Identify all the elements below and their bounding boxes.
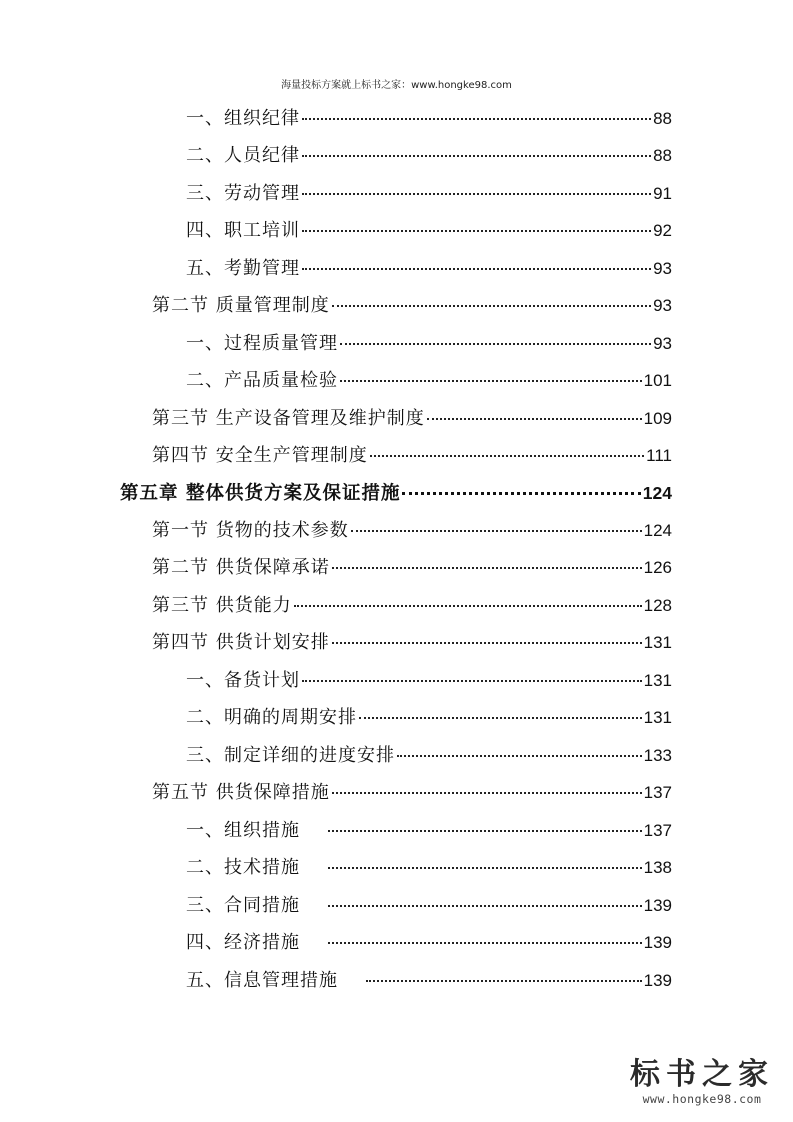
toc-entry[interactable] xyxy=(152,778,672,808)
toc-entry-page: 137 xyxy=(643,821,672,840)
toc-entry[interactable] xyxy=(152,404,672,434)
brand-logo xyxy=(627,1058,777,1106)
toc-entry[interactable] xyxy=(186,179,672,209)
toc-entry-title: 五、信息管理措施 xyxy=(186,970,338,991)
toc-entry[interactable] xyxy=(186,104,672,134)
toc-entry-title: 第五章 整体供货方案及保证措施 xyxy=(120,483,401,504)
toc-entry-title: 二、产品质量检验 xyxy=(186,370,338,391)
toc-entry[interactable] xyxy=(186,666,672,696)
toc-leader-dots xyxy=(302,154,651,157)
toc-entry-title: 第二节 质量管理制度 xyxy=(152,295,330,316)
toc-leader-dots xyxy=(328,941,642,944)
toc-entry-title: 第五节 供货保障措施 xyxy=(152,782,330,803)
toc-entry-title: 三、劳动管理 xyxy=(186,183,300,204)
toc-entry-page: 124 xyxy=(642,483,672,503)
toc-entry-page: 93 xyxy=(653,296,672,315)
toc-leader-dots xyxy=(294,604,642,607)
toc-leader-dots xyxy=(302,117,651,120)
toc-entry-title: 四、职工培训 xyxy=(186,220,300,241)
toc-entry[interactable] xyxy=(186,741,672,771)
toc-entry-page: 92 xyxy=(653,221,672,240)
toc-entry-title: 五、考勤管理 xyxy=(186,258,300,279)
toc-entry-page: 139 xyxy=(643,933,672,952)
toc-entry[interactable] xyxy=(186,703,672,733)
toc-entry[interactable] xyxy=(152,441,672,471)
toc-leader-dots xyxy=(302,267,651,270)
toc-leader-dots xyxy=(340,342,651,345)
toc-entry[interactable] xyxy=(186,816,672,846)
toc-entry-page: 88 xyxy=(653,146,672,165)
toc-entry[interactable] xyxy=(186,141,672,171)
toc-leader-dots xyxy=(302,679,642,682)
toc-entry-page: 126 xyxy=(643,558,672,577)
toc-entry-page: 139 xyxy=(643,971,672,990)
toc-entry-page: 133 xyxy=(643,746,672,765)
toc-leader-dots xyxy=(332,566,642,569)
toc-leader-dots xyxy=(351,529,642,532)
toc-entry-title: 二、技术措施 xyxy=(186,857,300,878)
toc-entry[interactable] xyxy=(152,291,672,321)
toc-leader-dots xyxy=(328,829,642,832)
toc-leader-dots xyxy=(302,229,651,232)
toc-entry-page: 88 xyxy=(653,109,672,128)
toc-entry-title: 第四节 安全生产管理制度 xyxy=(152,445,368,466)
toc-entry-page: 111 xyxy=(646,446,672,465)
toc-entry[interactable] xyxy=(152,591,672,621)
page-header: 海量投标方案就上标书之家：www.hongke98.com xyxy=(281,80,512,91)
toc-entry-page: 101 xyxy=(643,371,672,390)
toc-leader-dots xyxy=(328,904,642,907)
toc-entry-page: 131 xyxy=(643,633,672,652)
toc-entry-title: 二、人员纪律 xyxy=(186,145,300,166)
toc-entry[interactable] xyxy=(152,516,672,546)
toc-leader-dots xyxy=(427,417,642,420)
toc-leader-dots xyxy=(366,979,642,982)
toc-leader-dots xyxy=(332,641,642,644)
toc-entry-page: 93 xyxy=(653,334,672,353)
toc-leader-dots xyxy=(332,791,642,794)
toc-entry-page: 131 xyxy=(643,708,672,727)
toc-entry-title: 第三节 生产设备管理及维护制度 xyxy=(152,408,425,429)
toc-entry-page: 131 xyxy=(643,671,672,690)
toc-entry[interactable] xyxy=(186,853,672,883)
toc-entry-title: 一、备货计划 xyxy=(186,670,300,691)
toc-entry-page: 138 xyxy=(643,858,672,877)
toc-entry-title: 四、经济措施 xyxy=(186,932,300,953)
toc-leader-dots xyxy=(340,379,642,382)
toc-entry-page: 128 xyxy=(643,596,672,615)
toc-entry-title: 三、制定详细的进度安排 xyxy=(186,745,395,766)
toc-entry[interactable] xyxy=(152,628,672,658)
toc-leader-dots xyxy=(328,866,642,869)
toc-entry-title: 第三节 供货能力 xyxy=(152,595,292,616)
toc-entry-page: 124 xyxy=(643,521,672,540)
toc-leader-dots xyxy=(370,454,644,457)
toc-entry-title: 二、明确的周期安排 xyxy=(186,707,357,728)
toc-entry[interactable] xyxy=(186,928,672,958)
toc-leader-dots xyxy=(332,304,651,307)
toc-entry[interactable] xyxy=(186,216,672,246)
toc-leader-dots xyxy=(302,192,651,195)
toc-entry-title: 一、组织措施 xyxy=(186,820,300,841)
toc-entry-page: 109 xyxy=(643,409,672,428)
toc-entry-page: 93 xyxy=(653,259,672,278)
toc-entry[interactable] xyxy=(186,329,672,359)
toc-entry-page: 91 xyxy=(653,184,672,203)
toc-leader-dots xyxy=(402,491,640,495)
toc-entry-title: 三、合同措施 xyxy=(186,895,300,916)
toc-entry-title: 第二节 供货保障承诺 xyxy=(152,557,330,578)
logo-text: 标书之家 xyxy=(630,1057,774,1092)
toc-entry[interactable] xyxy=(186,966,672,996)
toc-leader-dots xyxy=(359,716,642,719)
toc-entry-title: 一、组织纪律 xyxy=(186,108,300,129)
toc-chapter-entry[interactable] xyxy=(120,478,672,508)
toc-entry[interactable] xyxy=(186,366,672,396)
toc-entry-title: 一、过程质量管理 xyxy=(186,333,338,354)
logo-url: www.hongke98.com xyxy=(642,1092,762,1106)
toc-entry-page: 137 xyxy=(643,783,672,802)
toc-leader-dots xyxy=(397,754,642,757)
toc-entry-page: 139 xyxy=(643,896,672,915)
toc-entry[interactable] xyxy=(186,254,672,284)
toc-entry-title: 第四节 供货计划安排 xyxy=(152,632,330,653)
toc-entry[interactable] xyxy=(152,553,672,583)
toc-entry-title: 第一节 货物的技术参数 xyxy=(152,520,349,541)
toc-entry[interactable] xyxy=(186,891,672,921)
